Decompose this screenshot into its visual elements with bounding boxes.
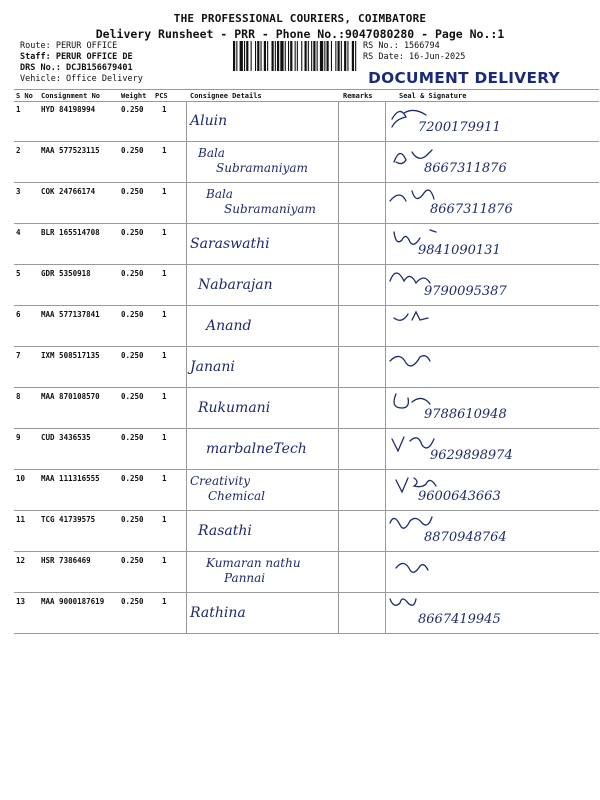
weight-value: 0.250 [121, 556, 144, 565]
consignment-number: HYD 84198994 [41, 105, 96, 114]
signature-scribble [390, 554, 450, 580]
consignment-number: TCG 41739575 [41, 515, 96, 524]
column-divider [338, 265, 339, 306]
column-divider [385, 142, 386, 183]
column-divider [186, 224, 187, 265]
handwritten-consignee: Bala Subramaniyam [198, 146, 308, 175]
serial-number: 8 [16, 392, 21, 401]
handwritten-consignee: Anand [206, 318, 252, 334]
serial-number: 12 [16, 556, 26, 565]
weight-value: 0.250 [121, 228, 144, 237]
column-divider [338, 142, 339, 183]
consignment-number: MAA 577523115 [41, 146, 100, 155]
drs-number: DRS No.: DCJB156679401 [20, 63, 133, 73]
table-row [14, 142, 599, 183]
weight-value: 0.250 [121, 105, 144, 114]
column-divider [186, 470, 187, 511]
column-divider [338, 101, 339, 142]
consignment-number: IXM 508517135 [41, 351, 100, 360]
column-divider [338, 306, 339, 347]
pcs-value: 1 [162, 146, 167, 155]
handwritten-consignee: Bala Subramaniyam [206, 187, 316, 216]
barcode [233, 41, 357, 71]
column-divider [338, 470, 339, 511]
handwritten-phone: 9790095387 [424, 284, 507, 299]
pcs-value: 1 [162, 310, 167, 319]
rs-date: RS Date: 16-Jun-2025 [363, 52, 466, 62]
table-row [14, 511, 599, 552]
handwritten-phone: 8870948764 [424, 530, 507, 545]
weight-value: 0.250 [121, 269, 144, 278]
handwritten-consignee: Creativity Chemical [190, 474, 265, 503]
handwritten-consignee: Kumaran nathu Pannai [206, 556, 301, 585]
table-row [14, 470, 599, 511]
serial-number: 2 [16, 146, 21, 155]
column-divider [186, 347, 187, 388]
rs-number: RS No.: 1566794 [363, 41, 440, 51]
weight-value: 0.250 [121, 146, 144, 155]
table-row [14, 347, 599, 388]
table-row [14, 265, 599, 306]
table-row [14, 224, 599, 265]
weight-value: 0.250 [121, 351, 144, 360]
column-divider [186, 265, 187, 306]
runsheet-meta-left [20, 41, 240, 85]
staff-text: Staff: PERUR OFFICE DE [20, 52, 133, 62]
consignment-number: HSR 7386469 [41, 556, 91, 565]
pcs-value: 1 [162, 597, 167, 606]
handwritten-consignee: Rasathi [198, 523, 252, 539]
document-delivery-stamp: DOCUMENT DELIVERY [368, 69, 560, 87]
column-divider [186, 142, 187, 183]
table-row [14, 306, 599, 347]
col-header-consignment: Consignment No [41, 92, 101, 100]
table-row [14, 429, 599, 470]
handwritten-phone: 9788610948 [424, 407, 507, 422]
weight-value: 0.250 [121, 474, 144, 483]
handwritten-phone: 8667311876 [430, 202, 513, 217]
handwritten-phone: 8667311876 [424, 161, 507, 176]
consignment-number: MAA 111316555 [41, 474, 100, 483]
col-header-seal: Seal & Signature [399, 92, 467, 100]
pcs-value: 1 [162, 351, 167, 360]
handwritten-phone: 9600643663 [418, 489, 501, 504]
column-divider [186, 429, 187, 470]
serial-number: 13 [16, 597, 26, 606]
column-divider [338, 388, 339, 429]
consignment-number: GDR 5350918 [41, 269, 91, 278]
row-divider [14, 633, 599, 634]
consignment-number: MAA 870108570 [41, 392, 100, 401]
column-divider [186, 593, 187, 634]
runsheet-meta-right [363, 41, 563, 63]
company-title: THE PROFESSIONAL COURIERS, COIMBATORE [173, 12, 427, 25]
consignment-number: MAA 9000187619 [41, 597, 105, 606]
table-row [14, 593, 599, 634]
column-divider [186, 552, 187, 593]
consignment-number: COK 24766174 [41, 187, 96, 196]
serial-number: 7 [16, 351, 21, 360]
serial-number: 11 [16, 515, 26, 524]
handwritten-consignee: marbalneTech [206, 441, 307, 457]
column-divider [385, 306, 386, 347]
col-header-consignee: Consignee Details [190, 92, 262, 100]
handwritten-phone: 7200179911 [418, 120, 501, 135]
consignment-number: MAA 577137841 [41, 310, 100, 319]
handwritten-phone: 8667419945 [418, 612, 501, 627]
pcs-value: 1 [162, 105, 167, 114]
serial-number: 4 [16, 228, 21, 237]
serial-number: 10 [16, 474, 26, 483]
signature-scribble [386, 349, 446, 375]
handwritten-consignee: Janani [190, 359, 235, 375]
handwritten-phone: 9629898974 [430, 448, 513, 463]
weight-value: 0.250 [121, 187, 144, 196]
consignment-number: CUD 3436535 [41, 433, 91, 442]
handwritten-consignee: Nabarajan [198, 277, 273, 293]
column-divider [186, 101, 187, 142]
pcs-value: 1 [162, 269, 167, 278]
column-divider [385, 470, 386, 511]
consignment-number: BLR 165514708 [41, 228, 100, 237]
col-header-remarks: Remarks [343, 92, 373, 100]
weight-value: 0.250 [121, 515, 144, 524]
handwritten-consignee: Rukumani [198, 400, 271, 416]
pcs-value: 1 [162, 474, 167, 483]
column-divider [186, 388, 187, 429]
column-divider [338, 511, 339, 552]
column-divider [186, 183, 187, 224]
handwritten-consignee: Rathina [190, 605, 246, 621]
pcs-value: 1 [162, 433, 167, 442]
weight-value: 0.250 [121, 597, 144, 606]
table-row [14, 101, 599, 142]
table-row [14, 183, 599, 224]
handwritten-consignee: Saraswathi [190, 236, 270, 252]
pcs-value: 1 [162, 556, 167, 565]
route-text: Route: PERUR OFFICE [20, 41, 118, 51]
column-divider [338, 183, 339, 224]
col-header-sno: S No [16, 92, 33, 100]
col-header-pcs: PCS [155, 92, 168, 100]
vehicle-text: Vehicle: Office Delivery [20, 74, 143, 84]
column-divider [385, 224, 386, 265]
column-divider [338, 224, 339, 265]
column-divider [186, 306, 187, 347]
column-divider [338, 552, 339, 593]
serial-number: 3 [16, 187, 21, 196]
column-divider [186, 511, 187, 552]
column-divider [338, 593, 339, 634]
table-row [14, 552, 599, 593]
column-divider [385, 552, 386, 593]
weight-value: 0.250 [121, 310, 144, 319]
serial-number: 1 [16, 105, 21, 114]
serial-number: 9 [16, 433, 21, 442]
column-divider [338, 429, 339, 470]
weight-value: 0.250 [121, 433, 144, 442]
weight-value: 0.250 [121, 392, 144, 401]
runsheet-subtitle: Delivery Runsheet - PRR - Phone No.:9047080280 - Page No.:1 [95, 27, 505, 41]
table-top-rule [14, 89, 599, 90]
serial-number: 6 [16, 310, 21, 319]
pcs-value: 1 [162, 515, 167, 524]
pcs-value: 1 [162, 187, 167, 196]
pcs-value: 1 [162, 392, 167, 401]
handwritten-phone: 9841090131 [418, 243, 501, 258]
column-divider [385, 388, 386, 429]
table-row [14, 388, 599, 429]
signature-scribble [390, 308, 450, 334]
handwritten-consignee: Aluin [190, 113, 228, 129]
col-header-weight: Weight [121, 92, 147, 100]
pcs-value: 1 [162, 228, 167, 237]
serial-number: 5 [16, 269, 21, 278]
column-divider [338, 347, 339, 388]
